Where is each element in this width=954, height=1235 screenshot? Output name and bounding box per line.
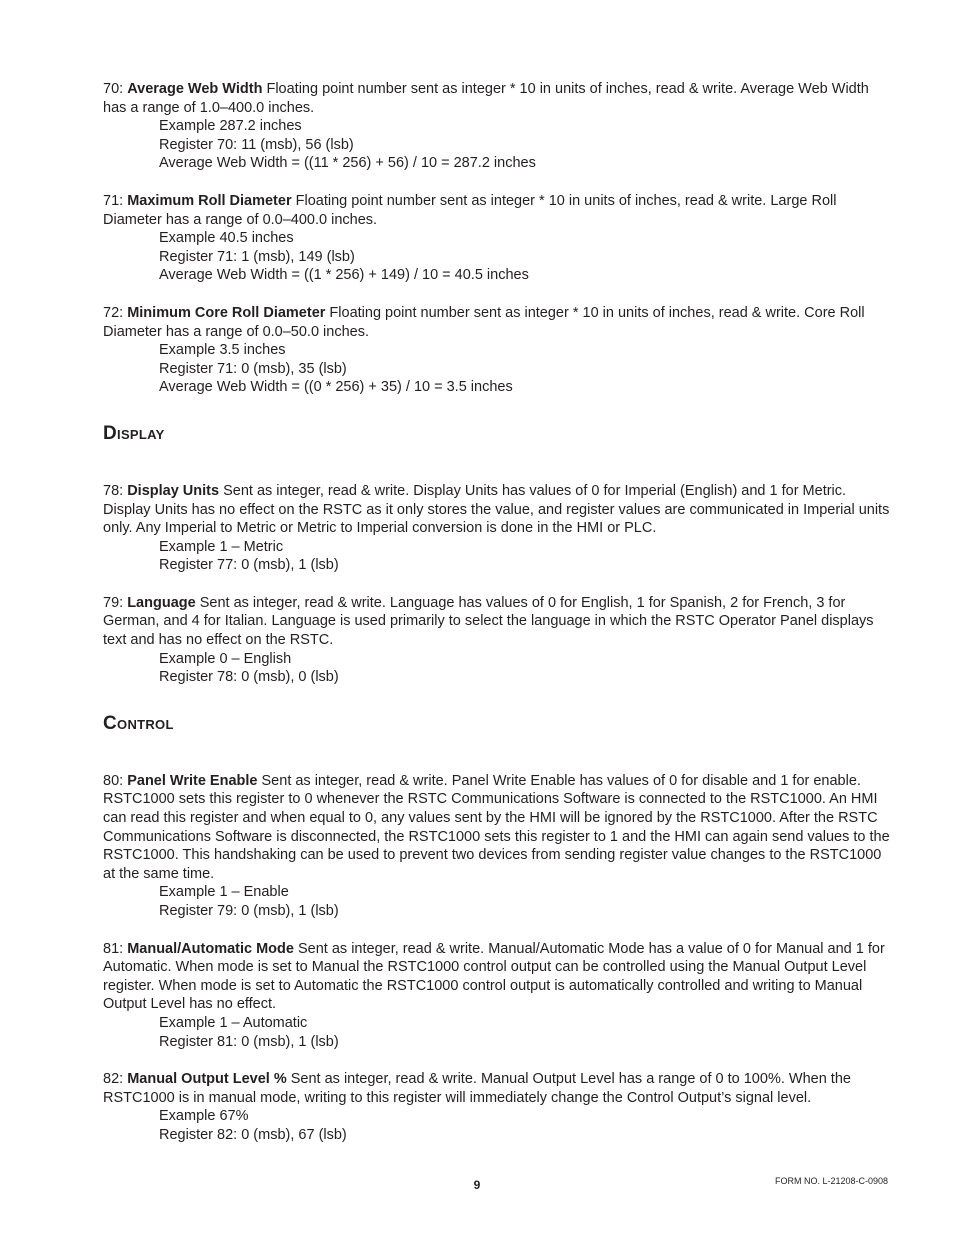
register-name: Language xyxy=(127,594,196,611)
register-72 xyxy=(103,304,893,397)
register-name: Maximum Roll Diameter xyxy=(127,192,292,209)
register-79 xyxy=(103,594,893,687)
register-description: 78: Display Units Sent as integer, read & write. Display Units has values of 0 for Imperial (English) and 1 for Metric. Display Units has no effect on the RSTC as it only stores the value, and register values are communicated in Imperial units only. Any Imperial to Metric or Metric to Imperial conversion is done in the HMI or PLC. xyxy=(103,482,890,537)
register-name: Average Web Width xyxy=(127,81,263,97)
example-line: Example 3.5 inches xyxy=(159,342,286,359)
register-description: 81: Manual/Automatic Mode Sent as integer, read & write. Manual/Automatic Mode has a value of 0 for Manual and 1 for Automatic. When mode is set to Manual the RSTC1000 control output can be controlled using the Manual Output Level register. When mode is set to Automatic the RSTC1000 control output is automatically controlled and writing to Manual Output Level has no effect. xyxy=(103,940,885,1013)
register-description: 79: Language Sent as integer, read & write. Language has values of 0 for English, 1 for Spanish, 2 for French, 3 for German, and 4 for Italian. Language is used primarily to select the language in which the RSTC Operator Panel displays text and has no effect on the RSTC. xyxy=(103,594,874,649)
register-description: 82: Manual Output Level % Sent as integer, read & write. Manual Output Level has a range of 0 to 100%. When the RSTC1000 is in manual mode, writing to this register will immediately change the Control Output’s signal level. xyxy=(103,1071,851,1106)
example-line: Register 82: 0 (msb), 67 (lsb) xyxy=(159,1126,347,1143)
document-body xyxy=(103,80,893,1164)
section-heading-control: CONTROL xyxy=(103,712,174,734)
page-number: 9 xyxy=(473,1178,481,1192)
register-description: 70: Average Web Width Floating point number sent as integer * 10 in units of inches, read & write. Average Web Width has a range of 1.0–400.0 inches. xyxy=(103,81,869,116)
register-name: Panel Write Enable xyxy=(127,772,258,789)
register-71 xyxy=(103,192,893,285)
register-name: Display Units xyxy=(127,482,220,499)
example-line: Example 287.2 inches xyxy=(159,118,302,135)
example-line: Register 79: 0 (msb), 1 (lsb) xyxy=(159,903,339,919)
example-line: Register 78: 0 (msb), 0 (lsb) xyxy=(159,669,339,686)
example-line: Register 70: 11 (msb), 56 (lsb) xyxy=(159,136,354,153)
section-heading-display: DISPLAY xyxy=(103,422,165,444)
example-line: Example 40.5 inches xyxy=(159,230,294,247)
example-line: Example 1 – Automatic xyxy=(159,1014,308,1031)
register-70 xyxy=(103,80,893,173)
example-line: Register 71: 1 (msb), 149 (lsb) xyxy=(159,248,355,265)
example-line: Register 71: 0 (msb), 35 (lsb) xyxy=(159,360,347,377)
example-line: Average Web Width = ((11 * 256) + 56) / 10 = 287.2 inches xyxy=(159,155,536,172)
register-80 xyxy=(103,772,893,921)
register-description: 80: Panel Write Enable Sent as integer, read & write. Panel Write Enable has values of 0 for disable and 1 for enable. RSTC1000 sets this register to 0 whenever the RSTC Communications Software is connected to the RSTC1000. An HMI can read this register and when equal to 0, any values sent by the HMI will be ignored by the RSTC1000. After the RSTC Communications Software is disconnected, the RSTC1000 sets this register to 1 and the HMI can again send values to the RSTC1000. This handshaking can be used to prevent two devices from sending register value changes to the RSTC1000 at the same time. xyxy=(103,772,890,882)
register-78 xyxy=(103,482,893,575)
example-line: Example 1 – Metric xyxy=(159,538,284,555)
example-line: Average Web Width = ((1 * 256) + 149) / 10 = 40.5 inches xyxy=(159,267,529,284)
register-description: 71: Maximum Roll Diameter Floating point number sent as integer * 10 in units of inches, read & write. Large Roll Diameter has a range of 0.0–400.0 inches. xyxy=(103,192,837,228)
register-82 xyxy=(103,1070,893,1144)
example-line: Register 81: 0 (msb), 1 (lsb) xyxy=(159,1033,339,1050)
form-number: FORM NO. L-21208-C-0908 xyxy=(774,1176,888,1186)
example-line: Example 67% xyxy=(159,1108,249,1125)
register-name: Manual Output Level % xyxy=(127,1071,287,1088)
example-line: Register 77: 0 (msb), 1 (lsb) xyxy=(159,557,339,574)
example-line: Example 1 – Enable xyxy=(159,884,289,901)
example-line: Example 0 – English xyxy=(159,650,292,667)
register-name: Minimum Core Roll Diameter xyxy=(127,304,326,321)
register-name: Manual/Automatic Mode xyxy=(127,940,294,957)
register-description: 72: Minimum Core Roll Diameter Floating point number sent as integer * 10 in units of inches, read & write. Core Roll Diameter has a range of 0.0–50.0 inches. xyxy=(103,304,865,340)
example-line: Average Web Width = ((0 * 256) + 35) / 10 = 3.5 inches xyxy=(159,379,513,396)
register-81 xyxy=(103,940,893,1052)
